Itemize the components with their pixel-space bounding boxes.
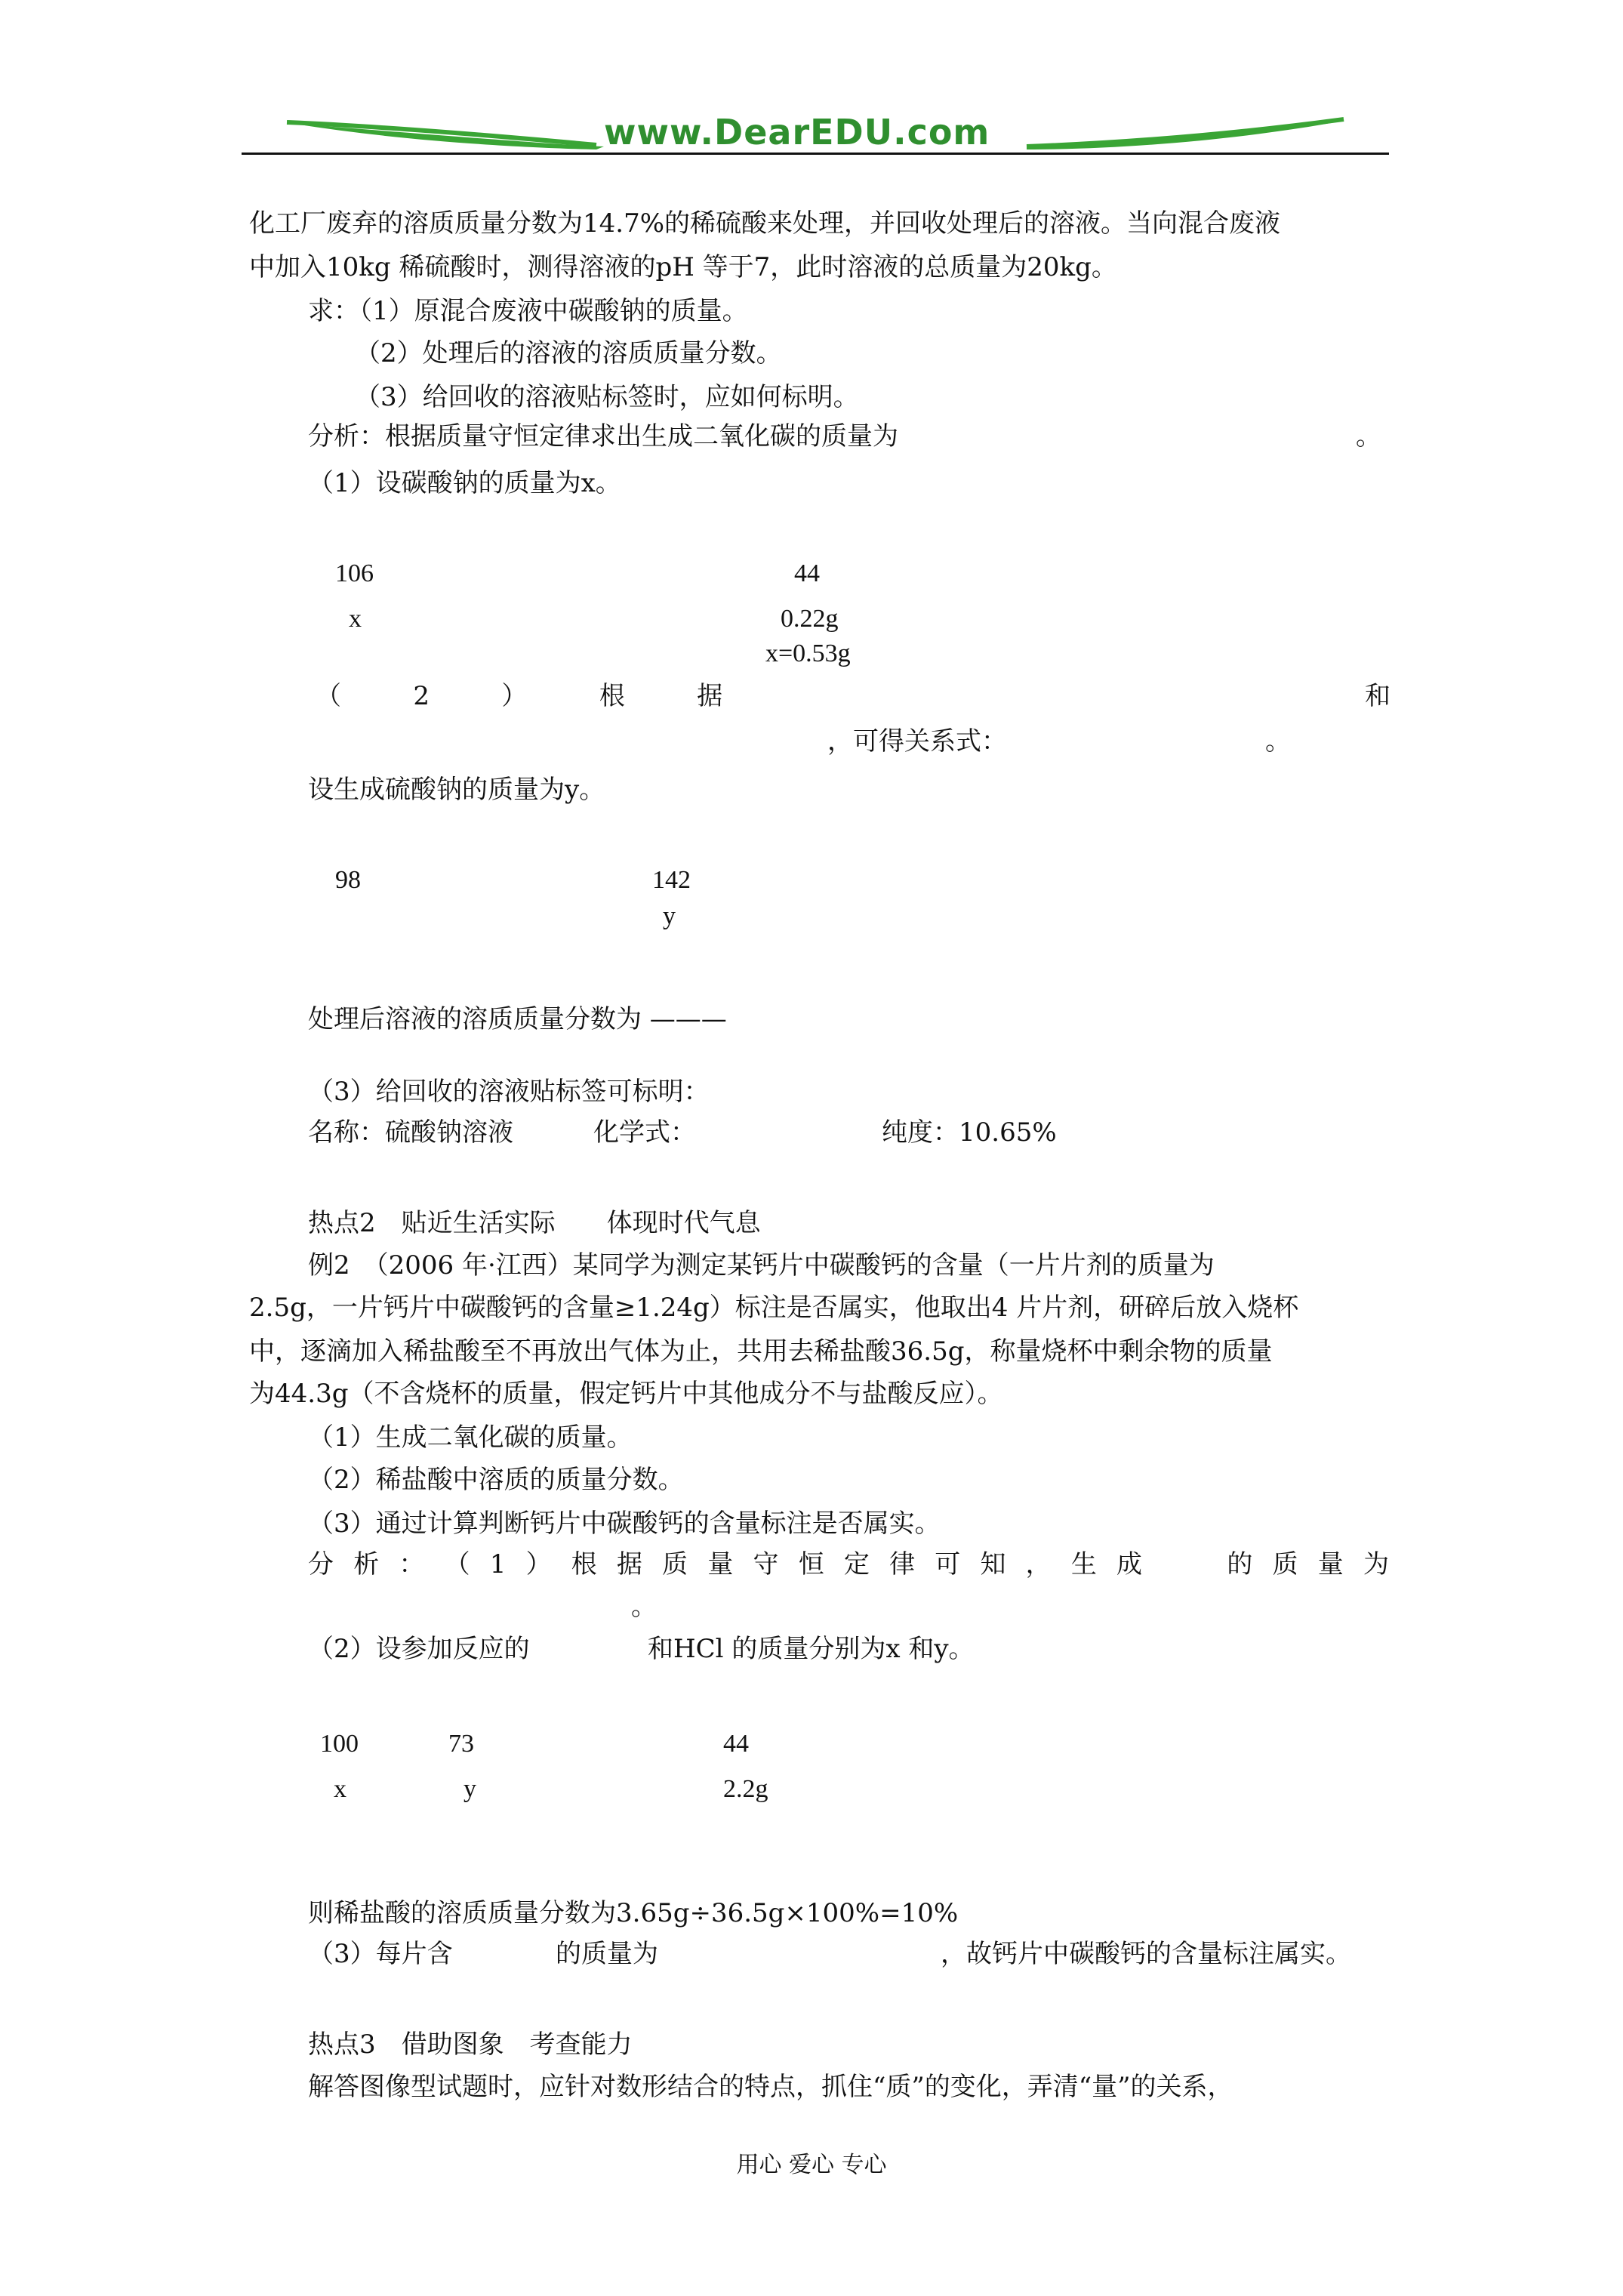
justified-char: 知: [980, 1549, 1006, 1579]
justified-char: ，: [1025, 1549, 1052, 1579]
set-variable-line: 和HCl 的质量分别为x 和y。: [648, 1634, 975, 1664]
left-swoosh: [294, 124, 604, 149]
question-item: （1）生成二氧化碳的质量。: [308, 1422, 633, 1453]
calc-value: x: [349, 605, 362, 633]
right-swoosh-tail: [1027, 119, 1344, 146]
label-intro: （3）给回收的溶液贴标签可标明：: [308, 1077, 710, 1107]
set-variable-line: （1）设碳酸钠的质量为x。: [308, 468, 621, 498]
paragraph-line: 化工厂废弃的溶质质量分数为14.7%的稀硫酸来处理，并回收处理后的溶液。当向混合废液: [249, 208, 1281, 239]
justified-char: 恒: [798, 1549, 824, 1579]
conclusion-line: ，故钙片中碳酸钙的含量标注属实。: [941, 1939, 1351, 1969]
label-name: 名称：硫酸钠溶液: [308, 1117, 513, 1148]
question-item: （3）通过计算判断钙片中碳酸钙的含量标注是否属实。: [308, 1509, 941, 1539]
justified-char: 根: [599, 681, 625, 711]
calc-value: y: [663, 902, 676, 930]
calc-value: 100: [320, 1730, 359, 1758]
question-item: （3）给回收的溶液贴标签时，应如何标明。: [355, 382, 859, 412]
justified-char: 据: [616, 1549, 642, 1579]
justified-char: 为: [1363, 1549, 1389, 1579]
calc-value: y: [463, 1775, 476, 1803]
header-rule: [242, 153, 1389, 155]
section-heading: 热点3 借助图象 考查能力: [308, 2029, 633, 2060]
justified-line: [316, 681, 1390, 711]
conclusion-line: 的质量为: [556, 1939, 658, 1969]
justified-char: 律: [889, 1549, 916, 1579]
justified-char: 质: [662, 1549, 688, 1579]
analysis-line-end: 。: [1356, 421, 1381, 451]
justified-char: 定: [843, 1549, 870, 1579]
question-item: （2）稀盐酸中溶质的质量分数。: [308, 1465, 684, 1495]
justified-char: ）: [525, 1549, 552, 1579]
calc-value: 98: [335, 866, 361, 894]
conclusion-line: （3）每片含: [308, 1939, 453, 1969]
section-heading: 热点2 贴近生活实际 体现时代气息: [308, 1208, 761, 1238]
paragraph-line: 2.5g，一片钙片中碳酸钙的含量≥1.24g）标注是否属实，他取出4 片片剂，研碎后放入烧杯: [249, 1293, 1299, 1323]
justified-char: ：: [399, 1549, 425, 1579]
calc-value: x: [334, 1775, 346, 1803]
justified-char: 据: [697, 681, 723, 711]
result-line: 则稀盐酸的溶质质量分数为3.65g÷36.5g×100%=10%: [308, 1898, 959, 1928]
justified-char: 根: [571, 1549, 597, 1579]
question-item: （2）处理后的溶液的溶质质量分数。: [355, 338, 782, 368]
relation-line: ，可得关系式：: [827, 726, 1007, 757]
justified-char: 1: [489, 1549, 507, 1579]
justified-char: 可: [935, 1549, 961, 1579]
calc-value: 106: [335, 559, 374, 587]
calc-value: 44: [794, 559, 820, 587]
paragraph-line: 解答图像型试题时，应针对数形结合的特点，抓住“质”的变化，弄清“量”的关系，: [308, 2072, 1233, 2102]
justified-char: 量: [1317, 1549, 1344, 1579]
analysis-line: 分析：根据质量守恒定律求出生成二氧化碳的质量为: [308, 421, 898, 451]
header-brand: www.DearEDU.com: [604, 112, 990, 153]
justified-char: 质: [1272, 1549, 1298, 1579]
calc-value: 44: [723, 1730, 749, 1758]
paragraph-line: 例2 （2006 年·江西）某同学为测定某钙片中碳酸钙的含量（一片片剂的质量为: [308, 1250, 1215, 1281]
justified-char: 成: [1116, 1549, 1143, 1579]
calc-value: 142: [652, 866, 691, 894]
calc-value: 2.2g: [723, 1775, 768, 1803]
paragraph-line: 中加入10kg 稀硫酸时，测得溶液的pH 等于7，此时溶液的总质量为20kg。: [249, 252, 1117, 282]
justified-char: 的: [1227, 1549, 1253, 1579]
justified-char: 生: [1070, 1549, 1097, 1579]
calc-result: x=0.53g: [765, 639, 851, 667]
justified-char: （: [316, 681, 341, 711]
calc-value: 0.22g: [781, 605, 839, 633]
set-variable-line: （2）设参加反应的: [308, 1634, 530, 1664]
paragraph-line: 为44.3g（不含烧杯的质量，假定钙片中其他成分不与盐酸反应）。: [249, 1379, 1003, 1409]
justified-char: ）: [501, 681, 528, 711]
justified-char: 量: [707, 1549, 734, 1579]
footer-text: 用心 爱心 专心: [736, 2152, 887, 2178]
paragraph-line: 中，逐滴加入稀盐酸至不再放出气体为止，共用去稀盐酸36.5g，称量烧杯中剩余物的质量: [249, 1336, 1273, 1367]
justified-line: [308, 1549, 1389, 1579]
justified-char: 守: [753, 1549, 779, 1579]
result-line: 处理后溶液的溶质质量分数为 ———: [308, 1004, 727, 1034]
label-formula: 化学式：: [593, 1117, 696, 1148]
calc-value: 73: [448, 1730, 474, 1758]
justified-char: 析: [353, 1549, 380, 1579]
justified-char: 2: [413, 681, 430, 711]
analysis-line-end: 。: [631, 1592, 657, 1622]
question-item: 求：（1）原混合废液中碳酸钠的质量。: [308, 296, 748, 326]
justified-char: 分: [308, 1549, 334, 1579]
justified-char: （: [444, 1549, 470, 1579]
set-variable-line: 设生成硫酸钠的质量为y。: [308, 775, 605, 805]
left-swoosh-tail: [287, 122, 596, 145]
label-purity: 纯度：10.65%: [882, 1117, 1057, 1148]
relation-line-end: 。: [1265, 726, 1291, 757]
justified-char: 和: [1364, 681, 1390, 711]
